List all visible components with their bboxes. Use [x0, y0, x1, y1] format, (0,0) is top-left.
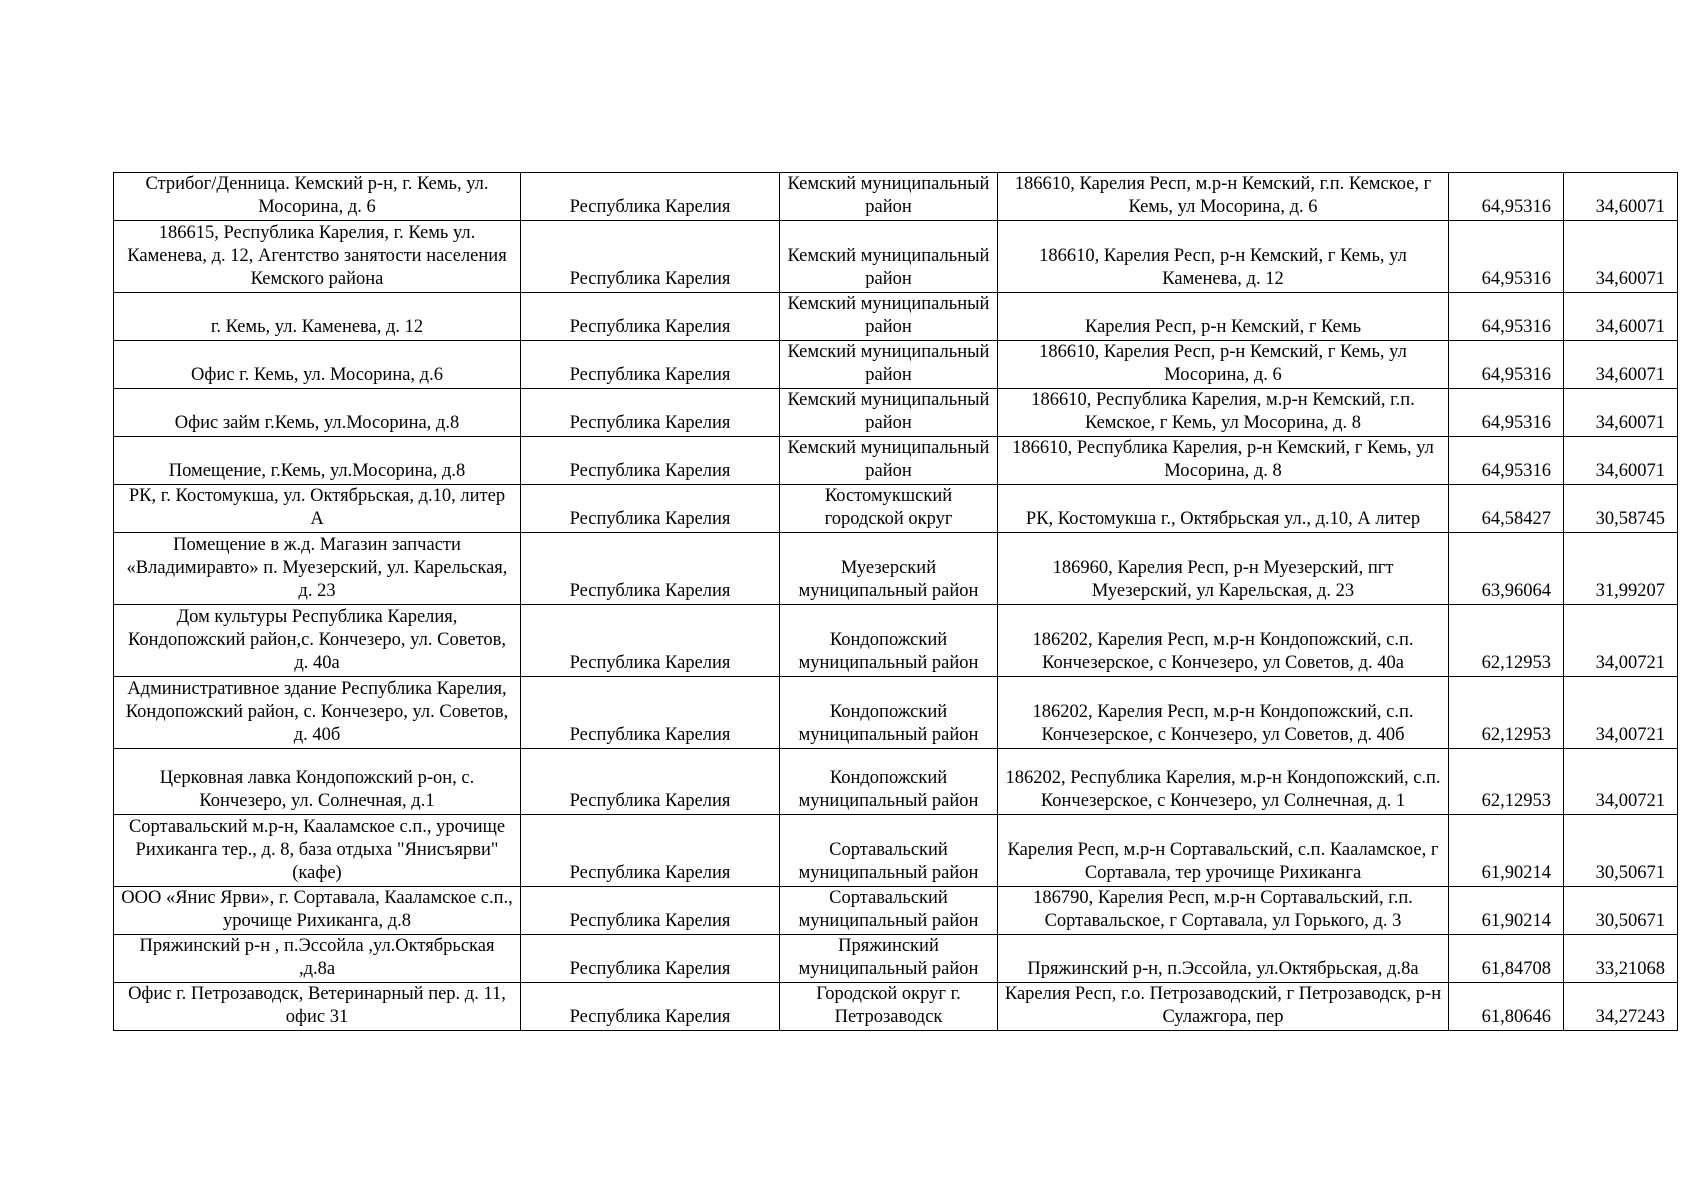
cell-region: Республика Карелия [521, 677, 780, 749]
cell-longitude: 30,50671 [1564, 887, 1678, 935]
cell-address: 186790, Карелия Респ, м.р-н Сортавальский, г.п. Сортавальское, г Сортавала, ул Горького, д. 3 [998, 887, 1449, 935]
cell-address: Карелия Респ, м.р-н Сортавальский, с.п. Кааламское, г Сортавала, тер урочище Рихиканга [998, 815, 1449, 887]
cell-latitude: 63,96064 [1449, 533, 1564, 605]
cell-region: Республика Карелия [521, 983, 780, 1031]
cell-longitude: 33,21068 [1564, 935, 1678, 983]
table-row [114, 293, 1678, 341]
cell-region: Республика Карелия [521, 341, 780, 389]
cell-municipality: Муезерский муниципальный район [780, 533, 998, 605]
cell-address: 186202, Республика Карелия, м.р-н Кондопожский, с.п. Кончезерское, с Кончезеро, ул Солнечная, д. 1 [998, 749, 1449, 815]
cell-latitude: 62,12953 [1449, 677, 1564, 749]
table-row [114, 389, 1678, 437]
cell-municipality: Кемский муниципальный район [780, 173, 998, 221]
cell-municipality: Кондопожский муниципальный район [780, 605, 998, 677]
cell-address: 186610, Карелия Респ, м.р-н Кемский, г.п. Кемское, г Кемь, ул Мосорина, д. 6 [998, 173, 1449, 221]
cell-latitude: 62,12953 [1449, 605, 1564, 677]
cell-location-name: Административное здание Республика Карелия, Кондопожский район, с. Кончезеро, ул. Советов, д. 40б [114, 677, 521, 749]
cell-longitude: 34,60071 [1564, 293, 1678, 341]
cell-region: Республика Карелия [521, 605, 780, 677]
cell-municipality: Кемский муниципальный район [780, 341, 998, 389]
cell-latitude: 61,90214 [1449, 887, 1564, 935]
cell-region: Республика Карелия [521, 437, 780, 485]
cell-latitude: 61,90214 [1449, 815, 1564, 887]
cell-location-name: Помещение в ж.д. Магазин запчасти «Владимиравто» п. Муезерский, ул. Карельская, д. 23 [114, 533, 521, 605]
table-row [114, 677, 1678, 749]
table-row [114, 749, 1678, 815]
cell-location-name: Сортавальский м.р-н, Кааламское с.п., урочище Рихиканга тер., д. 8, база отдыха "Янисъярви" (кафе) [114, 815, 521, 887]
cell-municipality: Пряжинский муниципальный район [780, 935, 998, 983]
cell-location-name: Офис г. Петрозаводск, Ветеринарный пер. д. 11, офис 31 [114, 983, 521, 1031]
cell-region: Республика Карелия [521, 749, 780, 815]
table-row [114, 605, 1678, 677]
cell-address: РК, Костомукша г., Октябрьская ул., д.10, А литер [998, 485, 1449, 533]
cell-longitude: 30,50671 [1564, 815, 1678, 887]
cell-longitude: 34,60071 [1564, 221, 1678, 293]
cell-location-name: Офис займ г.Кемь, ул.Мосорина, д.8 [114, 389, 521, 437]
cell-location-name: Помещение, г.Кемь, ул.Мосорина, д.8 [114, 437, 521, 485]
table-row [114, 983, 1678, 1031]
cell-latitude: 64,95316 [1449, 173, 1564, 221]
cell-location-name: ООО «Янис Ярви», г. Сортавала, Кааламское с.п., урочище Рихиканга, д.8 [114, 887, 521, 935]
cell-longitude: 34,27243 [1564, 983, 1678, 1031]
table-row [114, 341, 1678, 389]
cell-longitude: 34,00721 [1564, 749, 1678, 815]
cell-latitude: 61,80646 [1449, 983, 1564, 1031]
cell-region: Республика Карелия [521, 887, 780, 935]
cell-municipality: Сортавальский муниципальный район [780, 815, 998, 887]
cell-municipality: Кемский муниципальный район [780, 437, 998, 485]
cell-longitude: 34,60071 [1564, 389, 1678, 437]
cell-region: Республика Карелия [521, 173, 780, 221]
cell-address: 186610, Карелия Респ, р-н Кемский, г Кемь, ул Каменева, д. 12 [998, 221, 1449, 293]
cell-location-name: Пряжинский р-н , п.Эссойла ,ул.Октябрьская ,д.8а [114, 935, 521, 983]
cell-address: Карелия Респ, г.о. Петрозаводский, г Петрозаводск, р-н Сулажгора, пер [998, 983, 1449, 1031]
cell-municipality: Кемский муниципальный район [780, 389, 998, 437]
table-row [114, 221, 1678, 293]
cell-region: Республика Карелия [521, 533, 780, 605]
table-row [114, 935, 1678, 983]
cell-address: 186202, Карелия Респ, м.р-н Кондопожский, с.п. Кончезерское, с Кончезеро, ул Советов, д. 40б [998, 677, 1449, 749]
cell-address: 186610, Республика Карелия, м.р-н Кемский, г.п. Кемское, г Кемь, ул Мосорина, д. 8 [998, 389, 1449, 437]
cell-municipality: Кондопожский муниципальный район [780, 677, 998, 749]
cell-region: Республика Карелия [521, 935, 780, 983]
table-row [114, 437, 1678, 485]
cell-location-name: 186615, Республика Карелия, г. Кемь ул. Каменева, д. 12, Агентство занятости населения Кемского района [114, 221, 521, 293]
cell-longitude: 34,60071 [1564, 437, 1678, 485]
cell-longitude: 31,99207 [1564, 533, 1678, 605]
table-row [114, 485, 1678, 533]
cell-latitude: 61,84708 [1449, 935, 1564, 983]
cell-latitude: 64,95316 [1449, 341, 1564, 389]
cell-municipality: Кондопожский муниципальный район [780, 749, 998, 815]
table-row [114, 815, 1678, 887]
cell-latitude: 64,58427 [1449, 485, 1564, 533]
cell-municipality: Костомукшский городской округ [780, 485, 998, 533]
cell-latitude: 64,95316 [1449, 293, 1564, 341]
cell-address: 186610, Карелия Респ, р-н Кемский, г Кемь, ул Мосорина, д. 6 [998, 341, 1449, 389]
cell-location-name: Офис г. Кемь, ул. Мосорина, д.6 [114, 341, 521, 389]
cell-address: 186610, Республика Карелия, р-н Кемский, г Кемь, ул Мосорина, д. 8 [998, 437, 1449, 485]
cell-longitude: 34,00721 [1564, 677, 1678, 749]
cell-location-name: РК, г. Костомукша, ул. Октябрьская, д.10, литер А [114, 485, 521, 533]
cell-longitude: 34,60071 [1564, 341, 1678, 389]
cell-latitude: 64,95316 [1449, 437, 1564, 485]
table-row [114, 533, 1678, 605]
table-row [114, 173, 1678, 221]
cell-municipality: Кемский муниципальный район [780, 221, 998, 293]
cell-longitude: 34,60071 [1564, 173, 1678, 221]
cell-municipality: Сортавальский муниципальный район [780, 887, 998, 935]
cell-region: Республика Карелия [521, 389, 780, 437]
cell-location-name: Дом культуры Республика Карелия, Кондопожский район,с. Кончезеро, ул. Советов, д. 40а [114, 605, 521, 677]
cell-region: Республика Карелия [521, 815, 780, 887]
cell-location-name: Стрибог/Денница. Кемский р-н, г. Кемь, ул. Мосорина, д. 6 [114, 173, 521, 221]
cell-address: Карелия Респ, р-н Кемский, г Кемь [998, 293, 1449, 341]
cell-latitude: 64,95316 [1449, 389, 1564, 437]
cell-longitude: 30,58745 [1564, 485, 1678, 533]
cell-region: Республика Карелия [521, 293, 780, 341]
cell-longitude: 34,00721 [1564, 605, 1678, 677]
cell-address: Пряжинский р-н, п.Эссойла, ул.Октябрьская, д.8а [998, 935, 1449, 983]
table-row [114, 887, 1678, 935]
cell-location-name: г. Кемь, ул. Каменева, д. 12 [114, 293, 521, 341]
cell-municipality: Кемский муниципальный район [780, 293, 998, 341]
locations-table-body [114, 173, 1678, 1031]
cell-region: Республика Карелия [521, 485, 780, 533]
cell-municipality: Городской округ г. Петрозаводск [780, 983, 998, 1031]
cell-region: Республика Карелия [521, 221, 780, 293]
locations-table [113, 172, 1678, 1031]
cell-address: 186202, Карелия Респ, м.р-н Кондопожский, с.п. Кончезерское, с Кончезеро, ул Советов, д. 40а [998, 605, 1449, 677]
cell-address: 186960, Карелия Респ, р-н Муезерский, пгт Муезерский, ул Карельская, д. 23 [998, 533, 1449, 605]
cell-location-name: Церковная лавка Кондопожский р-он, с. Кончезеро, ул. Солнечная, д.1 [114, 749, 521, 815]
cell-latitude: 62,12953 [1449, 749, 1564, 815]
cell-latitude: 64,95316 [1449, 221, 1564, 293]
